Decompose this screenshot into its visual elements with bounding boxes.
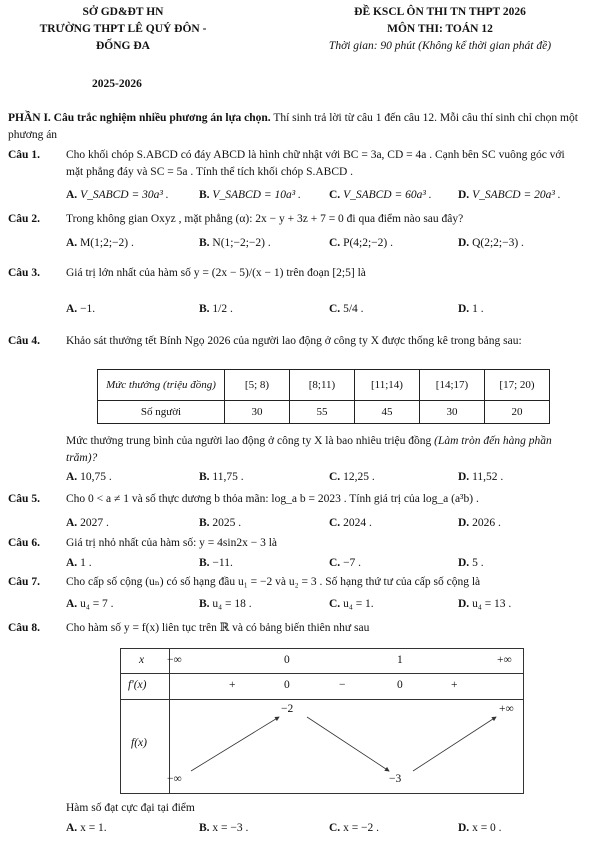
part-instructions	[8, 110, 580, 144]
interval-cell: [8;11)	[290, 370, 355, 401]
f-value: −3	[389, 773, 402, 785]
part-title: PHẦN I. Câu trắc nghiệm nhiều phương án lựa chọn.	[8, 112, 271, 124]
school-district: ĐỐNG ĐA	[96, 40, 150, 52]
question-number: Câu 8.	[8, 622, 40, 634]
option-d: D. 1 .	[458, 303, 484, 315]
option-a: A. M(1;2;−2) .	[66, 237, 134, 249]
q4-question: Mức thưởng trung bình của người lao động ở công ty X là bao nhiêu triệu đồng	[66, 435, 432, 447]
option-c: C. 5/4 .	[329, 303, 364, 315]
option-c: C. V_SABCD = 60a³ .	[329, 189, 432, 201]
option-b: B. −11.	[199, 557, 233, 569]
x-value: −∞	[167, 654, 182, 666]
count-cell: 55	[290, 401, 355, 424]
interval-cell: [11;14)	[355, 370, 420, 401]
bonus-header: Mức thưởng (triệu đồng)	[98, 370, 225, 401]
option-c: C. P(4;2;−2) .	[329, 237, 393, 249]
question-text: Cho 0 < a ≠ 1 và số thực dương b thỏa mãn: log_a b = 2023 . Tính giá trị của log_a (a³b) .	[66, 493, 479, 505]
option-a: A. 2027 .	[66, 517, 109, 529]
question-text: Trong không gian Oxyz , mặt phẳng (α): 2x − y + 3z + 7 = 0 đi qua điểm nào sau đây?	[66, 213, 464, 225]
x-label: x	[139, 654, 145, 666]
exam-time: Thời gian: 90 phút (Không kể thời gian phát đề)	[328, 40, 552, 52]
option-c: C. x = −2 .	[329, 822, 380, 834]
option-b: B. V_SABCD = 10a³ .	[199, 189, 301, 201]
option-b: B. 2025 .	[199, 517, 242, 529]
option-b: B. u₄ = 18 .	[199, 598, 252, 610]
school-year: 2025-2026	[92, 78, 142, 90]
part-desc: Thí sinh trả lời từ câu 1 đến câu 12. Mỗi câu thí sinh chỉ chọn một phương án	[8, 112, 578, 141]
option-a: A. 1 .	[66, 557, 92, 569]
question-text: Khảo sát thưởng tết Bính Ngọ 2026 của người lao động ở công ty X được thống kê trong bảng sau:	[66, 335, 522, 347]
question-number: Câu 3.	[8, 267, 40, 279]
question-number: Câu 7.	[8, 576, 40, 588]
option-c: C. −7 .	[329, 557, 362, 569]
option-a: A. 10,75 .	[66, 471, 112, 483]
interval-cell: [5; 8)	[225, 370, 290, 401]
question-number: Câu 2.	[8, 213, 40, 225]
fprime-sign: −	[339, 679, 346, 691]
x-value: +∞	[497, 654, 512, 666]
exam-subject: MÔN THI: TOÁN 12	[387, 23, 493, 35]
x-value: 1	[397, 654, 403, 666]
question-text: Cho cấp số cộng (uₙ) có số hạng đầu u₁ = −2 và u₂ = 3 . Số hạng thứ tư của cấp số cộng là	[66, 576, 481, 588]
count-cell: 20	[485, 401, 550, 424]
option-b: B. 1/2 .	[199, 303, 233, 315]
option-b: B. N(1;−2;−2) .	[199, 237, 271, 249]
fprime-sign: +	[229, 679, 236, 691]
f-label: f(x)	[131, 737, 147, 749]
option-c: C. 12,25 .	[329, 471, 375, 483]
count-cell: 30	[225, 401, 290, 424]
school-name: TRƯỜNG THPT LÊ QUÝ ĐÔN -	[39, 23, 207, 35]
option-d: D. 2026 .	[458, 517, 501, 529]
fprime-sign: +	[451, 679, 458, 691]
variation-table	[120, 648, 524, 794]
f-value: −∞	[167, 773, 182, 785]
option-a: A. x = 1.	[66, 822, 107, 834]
option-d: D. x = 0 .	[458, 822, 502, 834]
question-text: Cho khối chóp S.ABCD có đáy ABCD là hình chữ nhật với BC = 3a, CD = 4a . Cạnh bên SC vuông góc với mặt phẳng đáy và SC = 5a . Tính thể tích khối chóp S.ABCD .	[66, 149, 565, 178]
question-number: Câu 4.	[8, 335, 40, 347]
option-b: B. x = −3 .	[199, 822, 249, 834]
x-value: 0	[284, 654, 290, 666]
fprime-zero: 0	[397, 679, 403, 691]
q4-table	[97, 369, 550, 424]
question-number: Câu 5.	[8, 493, 40, 505]
exam-header	[290, 4, 590, 55]
q4-note: (Làm tròn đến hàng phần trăm)?	[66, 435, 552, 464]
fprime-label: f′(x)	[128, 679, 147, 691]
variation-arrows	[121, 649, 523, 793]
option-c: C. u₄ = 1.	[329, 598, 374, 610]
option-c: C. 2024 .	[329, 517, 372, 529]
question-number: Câu 1.	[8, 149, 40, 161]
question-text: Giá trị nhỏ nhất của hàm số: y = 4sin2x − 3 là	[66, 537, 277, 549]
f-value: −2	[281, 703, 294, 715]
question-number: Câu 6.	[8, 537, 40, 549]
department: SỞ GD&ĐT HN	[82, 6, 164, 18]
option-d: D. 5 .	[458, 557, 484, 569]
option-d: D. V_SABCD = 20a³ .	[458, 189, 561, 201]
option-a: A. u₄ = 7 .	[66, 598, 114, 610]
school-header	[8, 4, 238, 55]
option-a: A. −1.	[66, 303, 96, 315]
interval-cell: [17; 20)	[485, 370, 550, 401]
question-text: Giá trị lớn nhất của hàm số y = (2x − 5)/(x − 1) trên đoạn [2;5] là	[66, 267, 366, 279]
exam-title: ĐỀ KSCL ÔN THI TN THPT 2026	[354, 6, 526, 18]
fprime-zero: 0	[284, 679, 290, 691]
option-a: A. V_SABCD = 30a³ .	[66, 189, 169, 201]
question-text: Cho hàm số y = f(x) liên tục trên ℝ và có bảng biến thiên như sau	[66, 622, 370, 634]
option-d: D. u₄ = 13 .	[458, 598, 512, 610]
interval-cell: [14;17)	[420, 370, 485, 401]
q8-question: Hàm số đạt cực đại tại điểm	[66, 802, 195, 814]
option-d: D. Q(2;2;−3) .	[458, 237, 524, 249]
count-cell: 45	[355, 401, 420, 424]
option-b: B. 11,75 .	[199, 471, 244, 483]
count-cell: 30	[420, 401, 485, 424]
option-d: D. 11,52 .	[458, 471, 504, 483]
f-value: +∞	[499, 703, 514, 715]
count-header: Số người	[98, 401, 225, 424]
